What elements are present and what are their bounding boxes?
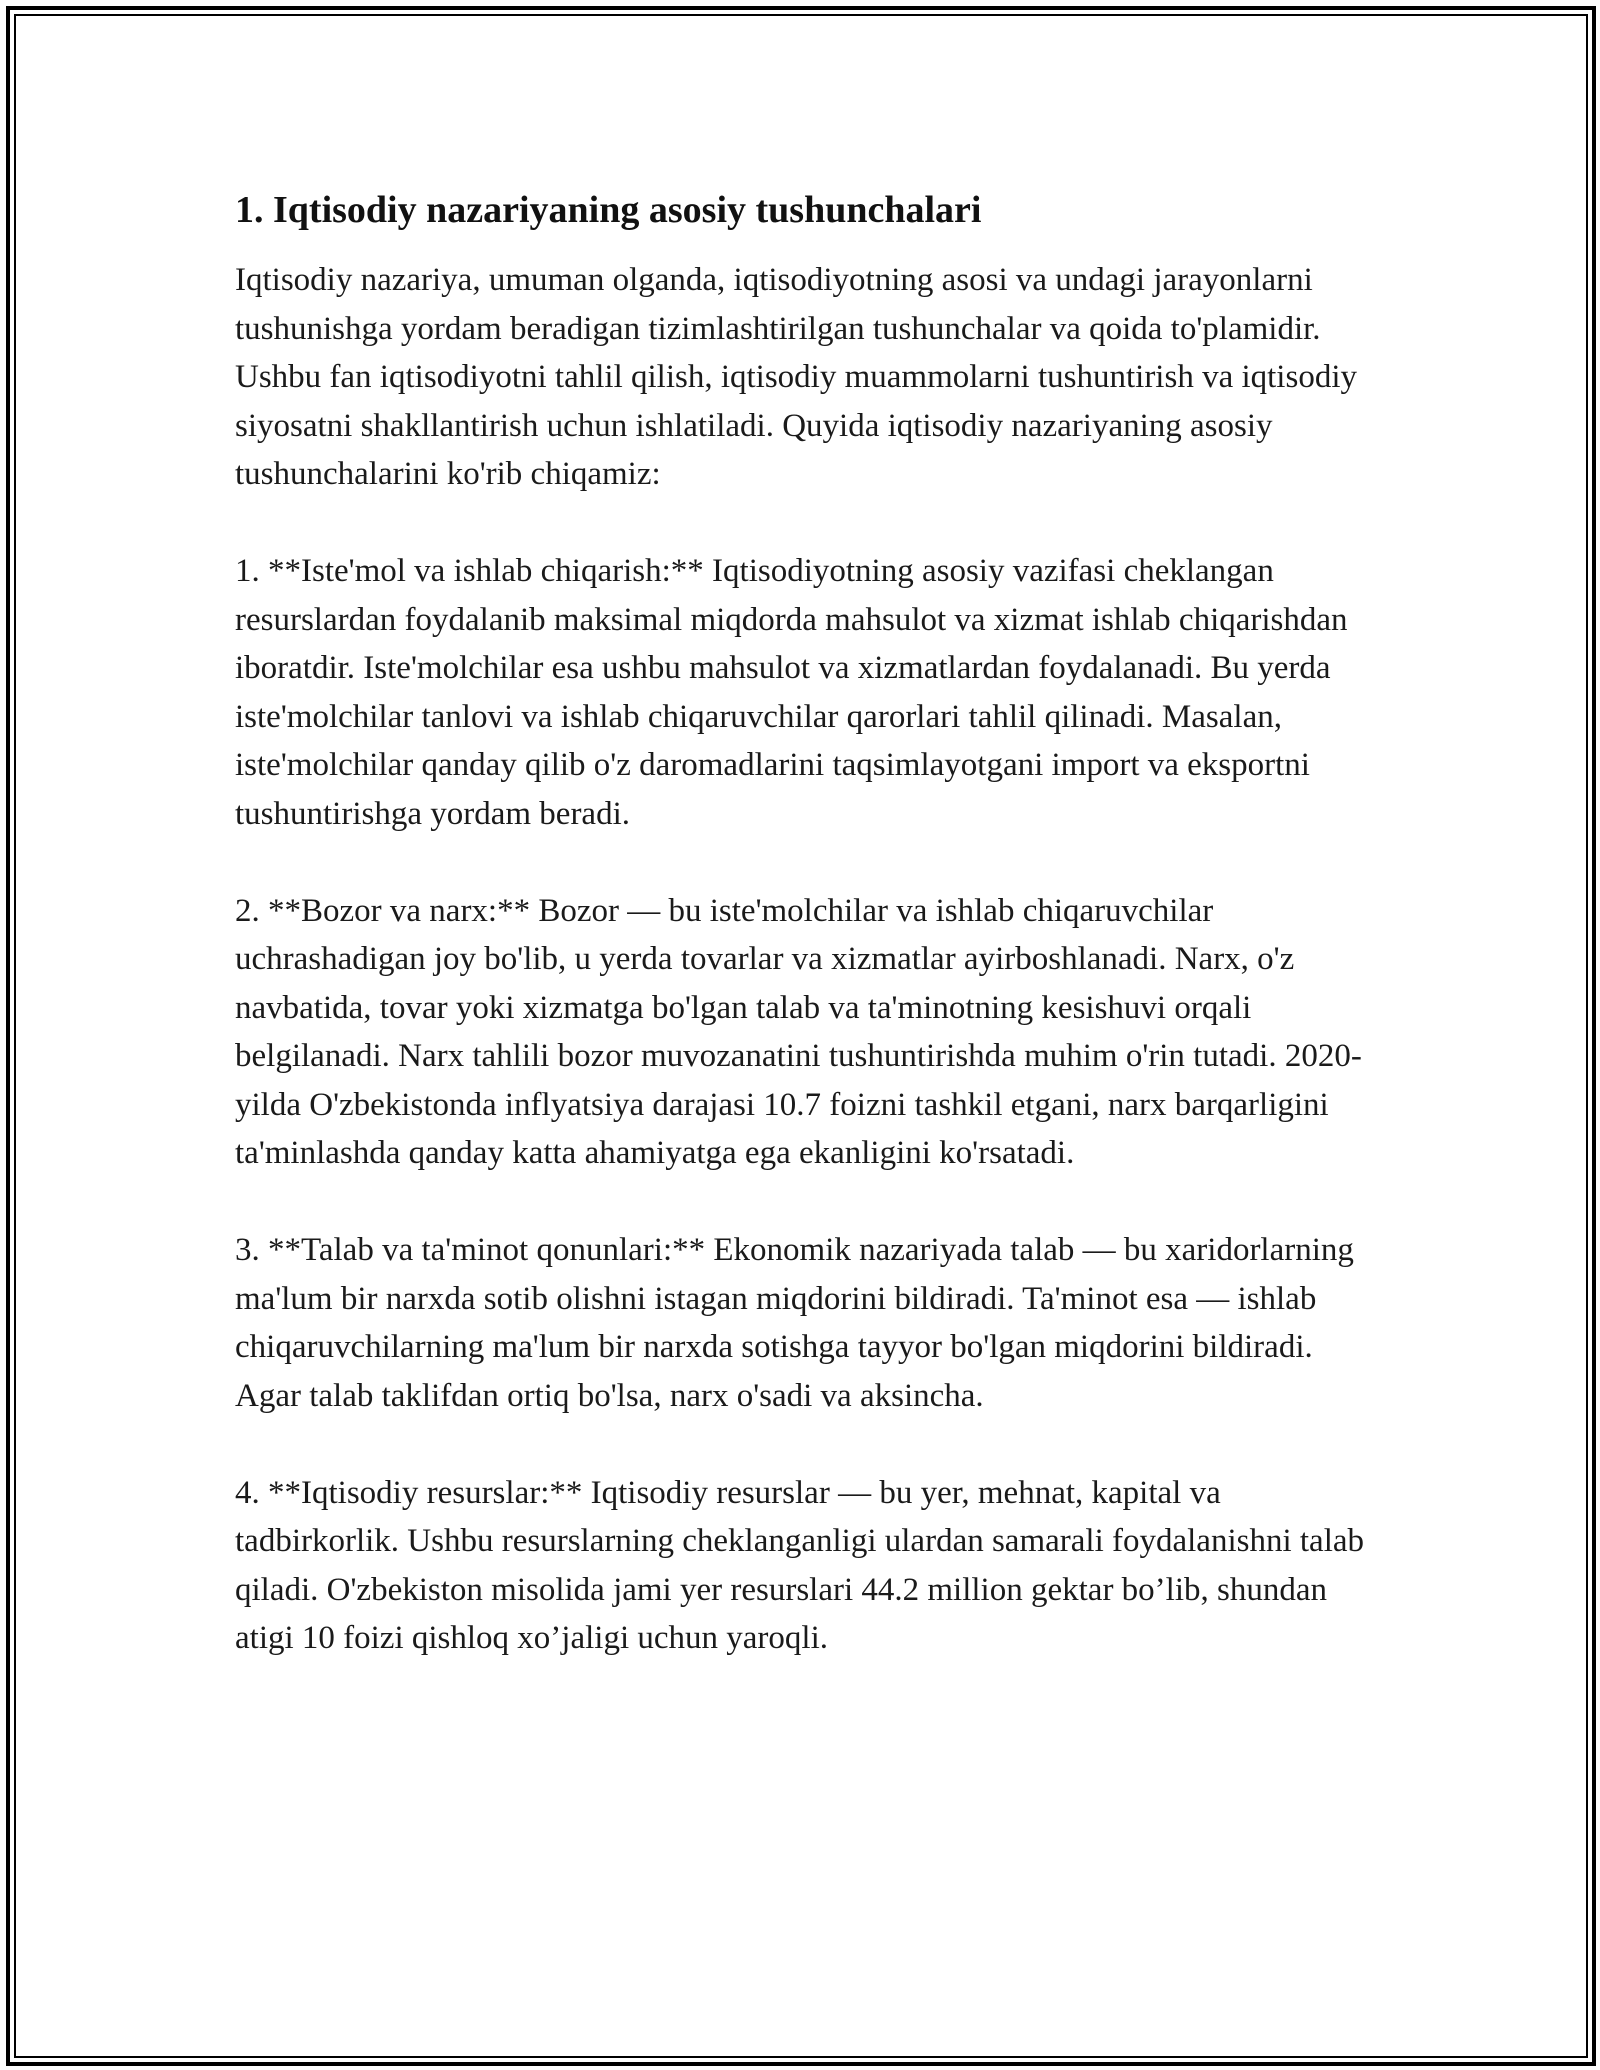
document-body: [235, 186, 1370, 1663]
section-heading: 1. Iqtisodiy nazariyaning asosiy tushunchalari: [235, 189, 982, 231]
intro-paragraph: Iqtisodiy nazariya, umuman olganda, iqtisodiyotning asosi va undagi jarayonlarni tushunishga yordam beradigan tizimlashtirilgan tushunchalar va qoida to'plamidir. Ushbu fan iqtisodiyotni tahlil qilish, iqtisodiy muammolarni tushuntirish va iqtisodiy siyosatni shakllantirish uchun ishlatiladi. Quyida iqtisodiy nazariyaning asosiy tushunchalarini ko'rib chiqamiz:: [235, 262, 1357, 492]
paragraph-economic-resources: 4. **Iqtisodiy resurslar:** Iqtisodiy resurslar — bu yer, mehnat, kapital va tadbirkorlik. Ushbu resurslarning cheklanganligi ulardan samarali foydalanishni talab qiladi. O'zbekiston misolida jami yer resurslari 44.2 million gektar bo’lib, shundan atigi 10 foizi qishloq xo’jaligi uchun yaroqli.: [235, 1474, 1365, 1656]
paragraph-market-price: 2. **Bozor va narx:** Bozor — bu iste'molchilar va ishlab chiqaruvchilar uchrashadigan joy bo'lib, u yerda tovarlar va xizmatlar ayirboshlanadi. Narx, o'z navbatida, tovar yoki xizmatga bo'lgan talab va ta'minotning kesishuvi orqali belgilanadi. Narx tahlili bozor muvozanatini tushuntirishda muhim o'rin tutadi. 2020-yilda O'zbekistonda inflyatsiya darajasi 10.7 foizni tashkil etgani, narx barqarligini ta'minlashda qanday katta ahamiyatga ega ekanligini ko'rsatadi.: [235, 892, 1362, 1171]
paragraph-consumption-production: 1. **Iste'mol va ishlab chiqarish:** Iqtisodiyotning asosiy vazifasi cheklangan resurslardan foydalanib maksimal miqdorda mahsulot va xizmat ishlab chiqarishdan iboratdir. Iste'molchilar esa ushbu mahsulot va xizmatlardan foydalanadi. Bu yerda iste'molchilar tanlovi va ishlab chiqaruvchilar qarorlari tahlil qilinadi. Masalan, iste'molchilar qanday qilib o'z daromadlarini taqsimlayotgani import va eksportni tushuntirishga yordam beradi.: [235, 553, 1348, 832]
paragraph-supply-demand: 3. **Talab va ta'minot qonunlari:** Ekonomik nazariyada talab — bu xaridorlarning ma'lum bir narxda sotib olishni istagan miqdorini bildiradi. Ta'minot esa — ishlab chiqaruvchilarning ma'lum bir narxda sotishga tayyor bo'lgan miqdorini bildiradi. Agar talab taklifdan ortiq bo'lsa, narx o'sadi va aksincha.: [235, 1232, 1354, 1414]
